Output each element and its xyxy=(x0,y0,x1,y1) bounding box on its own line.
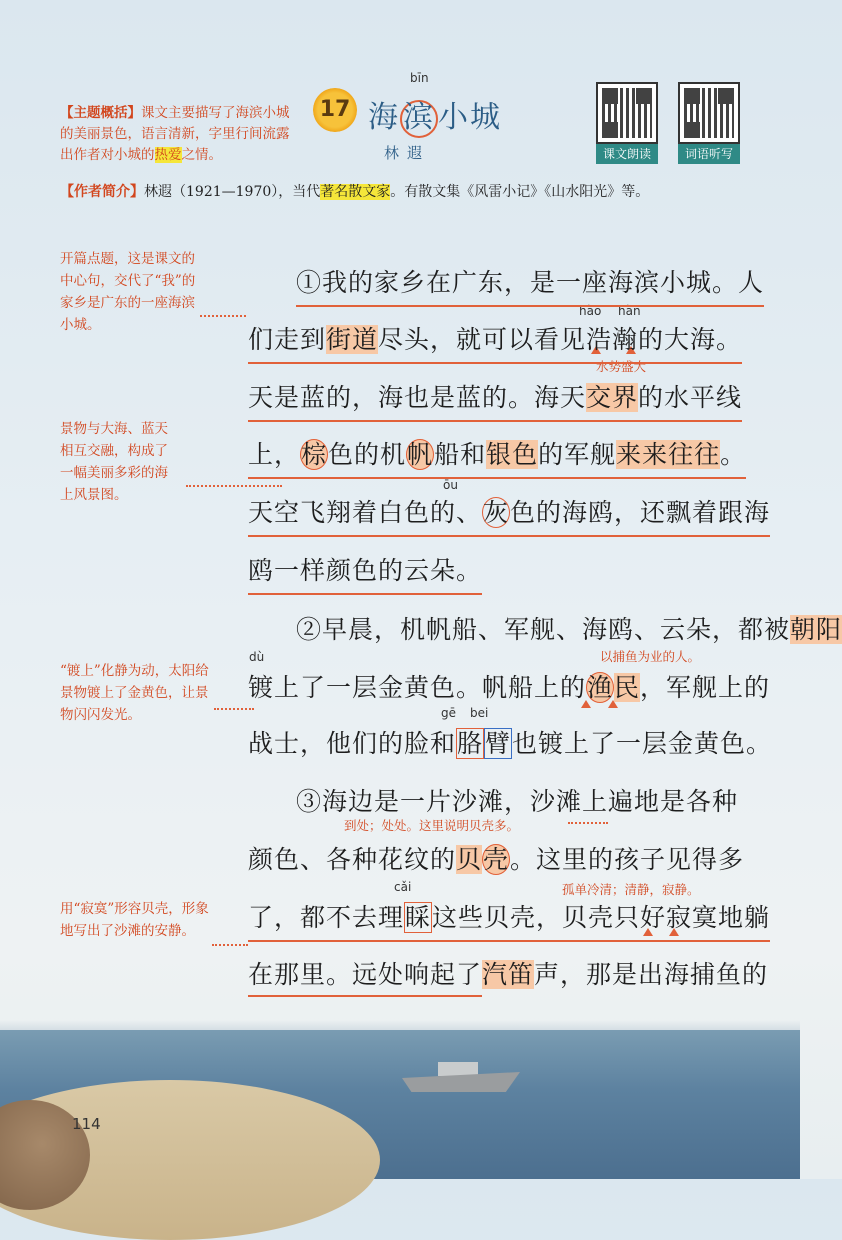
text-segment: 也镀上了一层金黄色。 xyxy=(512,729,773,758)
text-segment: ，军舰上的 xyxy=(640,673,771,702)
pinyin-han: hàn xyxy=(618,304,641,318)
text-segment: 战士，他们的脸和 xyxy=(248,729,457,758)
text-segment: 。这里的孩子见得多 xyxy=(510,845,745,874)
text-line-3 xyxy=(248,378,742,422)
text-segment: 了，都不去理 xyxy=(248,903,405,932)
text-segment: 尽头，就可以看见浩瀚的大海。 xyxy=(378,325,743,354)
text-segment: 。 xyxy=(720,440,747,469)
text-segment: 色的机 xyxy=(328,440,407,469)
qr-code-icon[interactable] xyxy=(678,82,740,144)
dictation-button[interactable]: 词语听写 xyxy=(678,144,740,164)
text-line-1: ①我的家乡在广东，是一座海滨小城。人 xyxy=(296,263,764,307)
gloss-yumin: 以捕鱼为业的人。 xyxy=(600,649,701,664)
text-line-11 xyxy=(248,840,744,876)
side-note-3: “镀上”化静为动，太阳给景物镀上了金黄色，让景物闪闪发光。 xyxy=(60,663,209,723)
page-number: 114 xyxy=(72,1115,101,1133)
text-segment: 的军舰 xyxy=(538,440,617,469)
highlight-word: 交界 xyxy=(586,383,639,412)
text-segment: 天是蓝的，海也是蓝的。海天 xyxy=(248,383,587,412)
text-segment: 色的海鸥，还飘着跟海 xyxy=(510,498,771,527)
title-pinyin: bīn xyxy=(410,71,429,85)
text-segment: 船和 xyxy=(434,440,487,469)
circled-char: 灰 xyxy=(483,498,510,527)
text-segment: 这些贝壳，贝壳只好寂寞地躺 xyxy=(432,903,771,932)
highlight-word: 银色 xyxy=(486,440,539,469)
text-line-5 xyxy=(248,493,770,537)
text-line-8 xyxy=(248,668,770,704)
highlight-word: 汽笛 xyxy=(482,960,535,989)
boxed-char: 胳 xyxy=(457,729,484,758)
text-line-7 xyxy=(296,610,842,646)
summary-text-1: 课文主要描写了海滨小城的美丽景色，语言清新，字里行间流露出作者对小城的 xyxy=(60,105,290,163)
note-connector xyxy=(212,944,248,946)
author-text-2: 。有散文集《风雷小记》《山水阳光》等。 xyxy=(390,184,650,200)
text-line-10: ③海边是一片沙滩，沙滩上遍地是各种 xyxy=(296,787,739,816)
boxed-char: 睬 xyxy=(405,903,432,932)
text-line-9 xyxy=(248,724,772,760)
note-connector xyxy=(186,485,282,487)
qr-dictation[interactable] xyxy=(678,82,740,164)
author-text-1: 林遐（1921—1970），当代 xyxy=(144,184,321,200)
summary-tag: 【主题概括】 xyxy=(60,105,141,121)
side-note-4: 用“寂寞”形容贝壳，形象地写出了沙滩的安静。 xyxy=(60,901,209,939)
text-line-12 xyxy=(248,898,770,942)
pinyin-ge: gē xyxy=(441,706,456,720)
boxed-char: 臂 xyxy=(485,729,512,758)
text-line-2 xyxy=(248,320,742,364)
highlight-word: 贝 xyxy=(456,845,483,874)
note-connector xyxy=(200,315,246,317)
title-rest: 小城 xyxy=(438,100,502,135)
text-segment: ②早晨，机帆船、军舰、海鸥、云朵，都被 xyxy=(296,615,791,644)
circled-char: 棕 xyxy=(301,440,328,469)
text-segment: 颜色、各种花纹的 xyxy=(248,845,457,874)
pinyin-ou: ōu xyxy=(443,478,458,492)
text-segment: 的水平线 xyxy=(638,383,743,412)
text-segment: 在那里。远处响起了 xyxy=(248,960,482,997)
text-segment: 上， xyxy=(248,440,301,469)
highlight-word: 街道 xyxy=(326,325,379,354)
qr-read-aloud[interactable] xyxy=(596,82,658,164)
gloss-biandi: 到处；处处。这里说明贝壳多。 xyxy=(344,818,520,833)
circled-char: 壳 xyxy=(483,845,510,874)
lesson-number: 17 xyxy=(313,88,357,132)
title-circled-char: 滨 xyxy=(400,100,438,138)
side-note-1: 开篇点题，这是课文的中心句，交代了“我”的家乡是广东的一座海滨小城。 xyxy=(60,251,196,333)
text-line-13 xyxy=(248,955,768,991)
author-intro xyxy=(60,181,649,201)
author-name: 林遐 xyxy=(384,144,431,162)
lesson-title xyxy=(368,92,502,138)
text-segment: 天空飞翔着白色的、 xyxy=(248,498,483,527)
pinyin-hao: hào xyxy=(579,304,602,318)
summary-text-2: 之情。 xyxy=(181,147,222,163)
gloss-jimo: 孤单冷清；清静，寂静。 xyxy=(562,882,700,897)
highlight-word: 民 xyxy=(614,673,641,702)
pinyin-du: dù xyxy=(249,650,265,664)
circled-char: 帆 xyxy=(407,440,434,469)
theme-summary xyxy=(60,103,302,166)
side-note-2: 景物与大海、蓝天相互交融，构成了一幅美丽多彩的海上风景图。 xyxy=(60,421,168,503)
text-line-4 xyxy=(248,435,746,479)
gloss-haohan: 水势盛大 xyxy=(596,359,647,374)
highlight-word: 朝阳 xyxy=(790,615,842,644)
text-segment: 声，那是出海捕鱼的 xyxy=(534,960,769,989)
read-aloud-button[interactable]: 课文朗读 xyxy=(596,144,658,164)
note-connector xyxy=(214,708,254,710)
circled-char: 渔 xyxy=(587,673,614,702)
pinyin-cai: cǎi xyxy=(394,880,412,894)
text-line-6: 鸥一样颜色的云朵。 xyxy=(248,551,482,595)
text-segment: 们走到 xyxy=(248,325,327,354)
author-highlight: 著名散文家 xyxy=(320,184,391,200)
text-segment: 镀上了一层金黄色。帆船上的 xyxy=(248,673,587,702)
highlight-word: 来来往往 xyxy=(616,440,721,469)
note-connector xyxy=(568,822,608,824)
title-char-1: 海 xyxy=(368,100,400,135)
summary-highlight: 热爱 xyxy=(154,147,182,163)
pinyin-bei: bei xyxy=(470,706,489,720)
qr-code-icon[interactable] xyxy=(596,82,658,144)
boat-cabin xyxy=(438,1062,478,1076)
author-tag: 【作者简介】 xyxy=(60,184,144,200)
